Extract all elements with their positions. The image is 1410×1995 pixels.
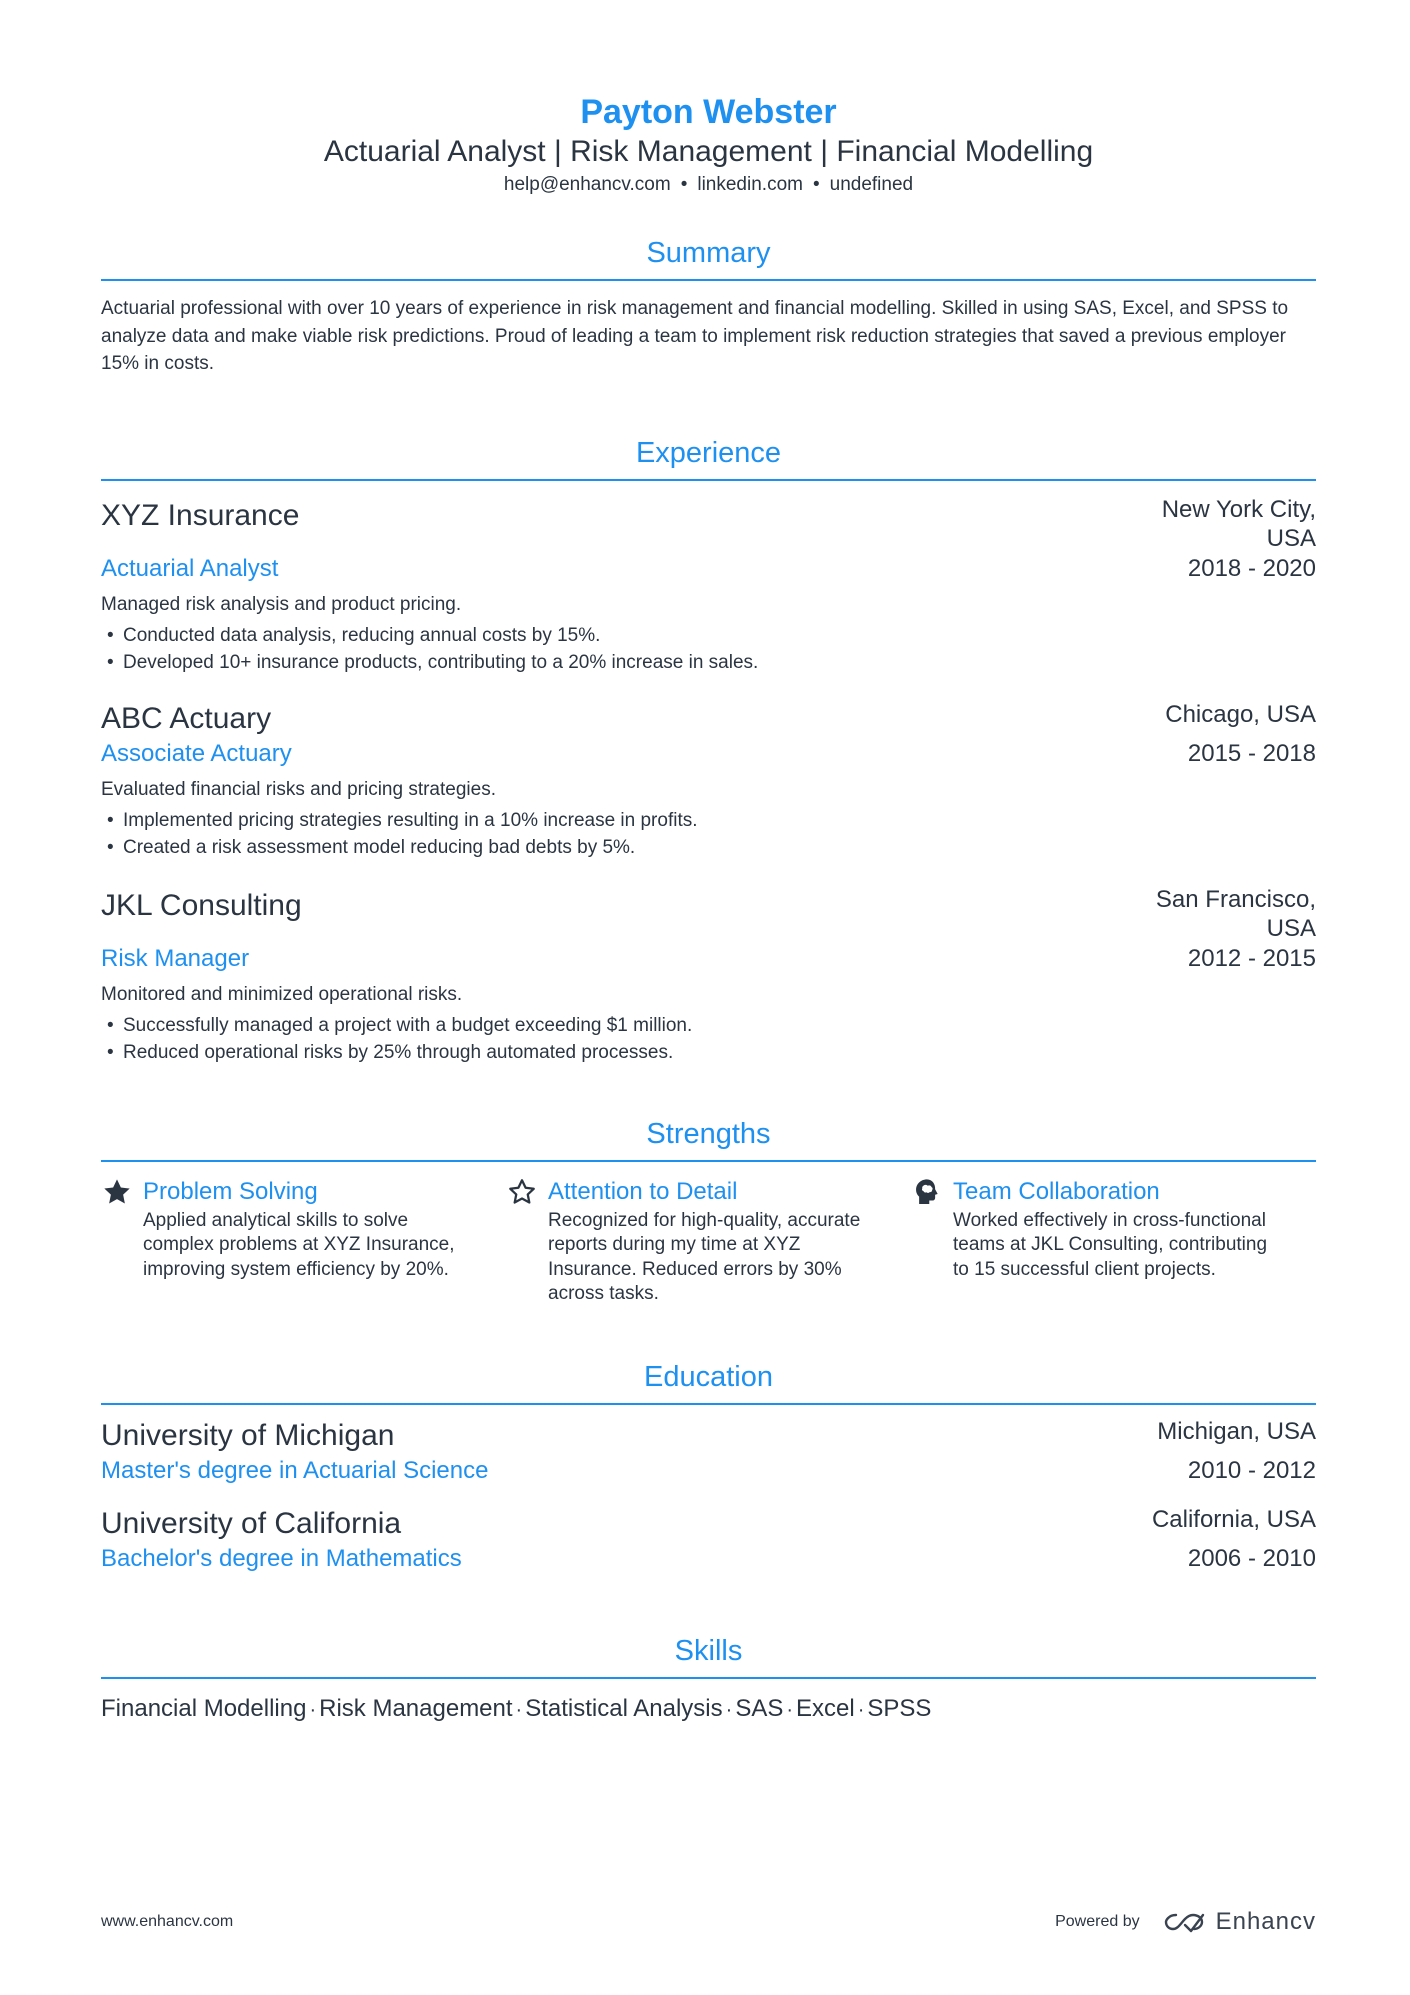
candidate-name: Payton Webster (580, 93, 837, 131)
skill-item: Risk Management (319, 1694, 513, 1722)
strengths-section (101, 1116, 1316, 1307)
school-name: University of Michigan (101, 1418, 395, 1452)
skill-item: Financial Modelling (101, 1694, 307, 1722)
job-bullet: • Reduced operational risks by 25% through automated processes. (101, 1039, 1316, 1066)
job-dates: 2012 - 2015 (1187, 944, 1316, 972)
strength-title: Problem Solving (143, 1177, 318, 1205)
strength-item (101, 1176, 506, 1307)
job-location: San Francisco, USA (1155, 885, 1316, 942)
star-filled-icon (101, 1176, 133, 1208)
powered-by (1055, 1908, 1316, 1936)
school-name: University of California (101, 1506, 402, 1540)
job-bullets (101, 622, 1316, 676)
job-bullet: • Implemented pricing strategies resulting in a 10% increase in profits. (101, 807, 1316, 834)
skills-section (101, 1633, 1316, 1726)
section-heading-strengths: Strengths (101, 1116, 1316, 1162)
section-heading-summary: Summary (101, 235, 1316, 281)
job-location: Chicago, USA (1165, 700, 1316, 728)
email-link[interactable]: help@enhancv.com (503, 174, 671, 195)
company-name: ABC Actuary (101, 701, 272, 735)
job-bullets (101, 1012, 1316, 1066)
separator-dot: • (680, 174, 688, 195)
education-entry (101, 1505, 1316, 1575)
skill-item: SAS (735, 1694, 784, 1722)
education-section (101, 1359, 1316, 1575)
company-name: XYZ Insurance (101, 498, 300, 532)
education-entry (101, 1417, 1316, 1487)
skill-item: Statistical Analysis (525, 1694, 723, 1722)
resume-page (101, 0, 1316, 1995)
footer-website-link[interactable]: www.enhancv.com (101, 1913, 234, 1930)
star-outline-icon (506, 1176, 538, 1208)
job-description: Managed risk analysis and product pricing. (101, 593, 462, 615)
strength-item (506, 1176, 911, 1307)
job-bullets (101, 807, 1316, 861)
linkedin-link[interactable]: linkedin.com (697, 174, 803, 195)
job-entry (101, 700, 1316, 861)
strength-title: Team Collaboration (953, 1177, 1160, 1205)
skill-separator: · (515, 1698, 523, 1721)
powered-by-label: Powered by (1055, 1913, 1140, 1930)
experience-section (101, 435, 1316, 1066)
enhancv-brand: Enhancv (1215, 1908, 1316, 1935)
degree-name: Bachelor's degree in Mathematics (101, 1544, 462, 1572)
job-dates: 2015 - 2018 (1187, 739, 1316, 767)
school-location: Michigan, USA (1157, 1417, 1316, 1445)
job-bullet: • Created a risk assessment model reducing bad debts by 5%. (101, 834, 1316, 861)
strength-item (911, 1176, 1316, 1307)
enhancv-logo-icon (1162, 1911, 1208, 1933)
strength-text: Applied analytical skills to solve complex problems at XYZ Insurance, improving system efficiency by 20%. (143, 1209, 455, 1280)
job-location: New York City, USA (1161, 495, 1316, 552)
contact-extra: undefined (829, 174, 914, 195)
contact-line (101, 173, 1316, 197)
skill-separator: · (786, 1698, 794, 1721)
company-name: JKL Consulting (101, 888, 302, 922)
job-role: Associate Actuary (101, 739, 292, 767)
resume-header (101, 0, 1316, 197)
strength-text: Worked effectively in cross-functional teams at JKL Consulting, contributing to 15 successful client projects. (953, 1209, 1268, 1280)
job-entry (101, 885, 1316, 1066)
summary-text: Actuarial professional with over 10 years of experience in risk management and financial modelling. Skilled in using SAS, Excel, and SPSS to analyze data and make viable risk predictions. Proud of leading a team to implement risk reduction strategies that saved a previous employer 15% in costs. (101, 298, 1289, 374)
degree-name: Master's degree in Actuarial Science (101, 1456, 489, 1484)
skill-separator: · (725, 1698, 733, 1721)
strengths-list (101, 1176, 1316, 1307)
section-heading-skills: Skills (101, 1633, 1316, 1679)
section-heading-experience: Experience (101, 435, 1316, 481)
skill-separator: · (309, 1698, 317, 1721)
job-role: Actuarial Analyst (101, 554, 279, 582)
school-location: California, USA (1151, 1505, 1316, 1533)
summary-section (101, 235, 1316, 378)
strength-text: Recognized for high-quality, accurate reports during my time at XYZ Insurance. Reduced errors by 30% across tasks. (548, 1209, 861, 1304)
head-brain-icon (911, 1176, 943, 1208)
strength-title: Attention to Detail (548, 1177, 738, 1205)
education-dates: 2010 - 2012 (1187, 1456, 1316, 1484)
job-description: Monitored and minimized operational risks. (101, 983, 463, 1005)
skill-item: Excel (796, 1694, 855, 1722)
job-dates: 2018 - 2020 (1187, 554, 1316, 582)
job-bullet: • Conducted data analysis, reducing annual costs by 15%. (101, 622, 1316, 649)
candidate-title: Actuarial Analyst | Risk Management | Financial Modelling (323, 135, 1094, 168)
page-footer (101, 1908, 1316, 1936)
skills-list (101, 1693, 1316, 1726)
job-bullet: • Developed 10+ insurance products, contributing to a 20% increase in sales. (101, 649, 1316, 676)
job-role: Risk Manager (101, 944, 250, 972)
separator-dot: • (812, 174, 820, 195)
section-heading-education: Education (101, 1359, 1316, 1405)
education-dates: 2006 - 2010 (1187, 1544, 1316, 1572)
skill-item: SPSS (867, 1694, 932, 1722)
job-bullet: • Successfully managed a project with a budget exceeding $1 million. (101, 1012, 1316, 1039)
job-entry (101, 495, 1316, 676)
job-description: Evaluated financial risks and pricing strategies. (101, 778, 496, 800)
skill-separator: · (857, 1698, 865, 1721)
